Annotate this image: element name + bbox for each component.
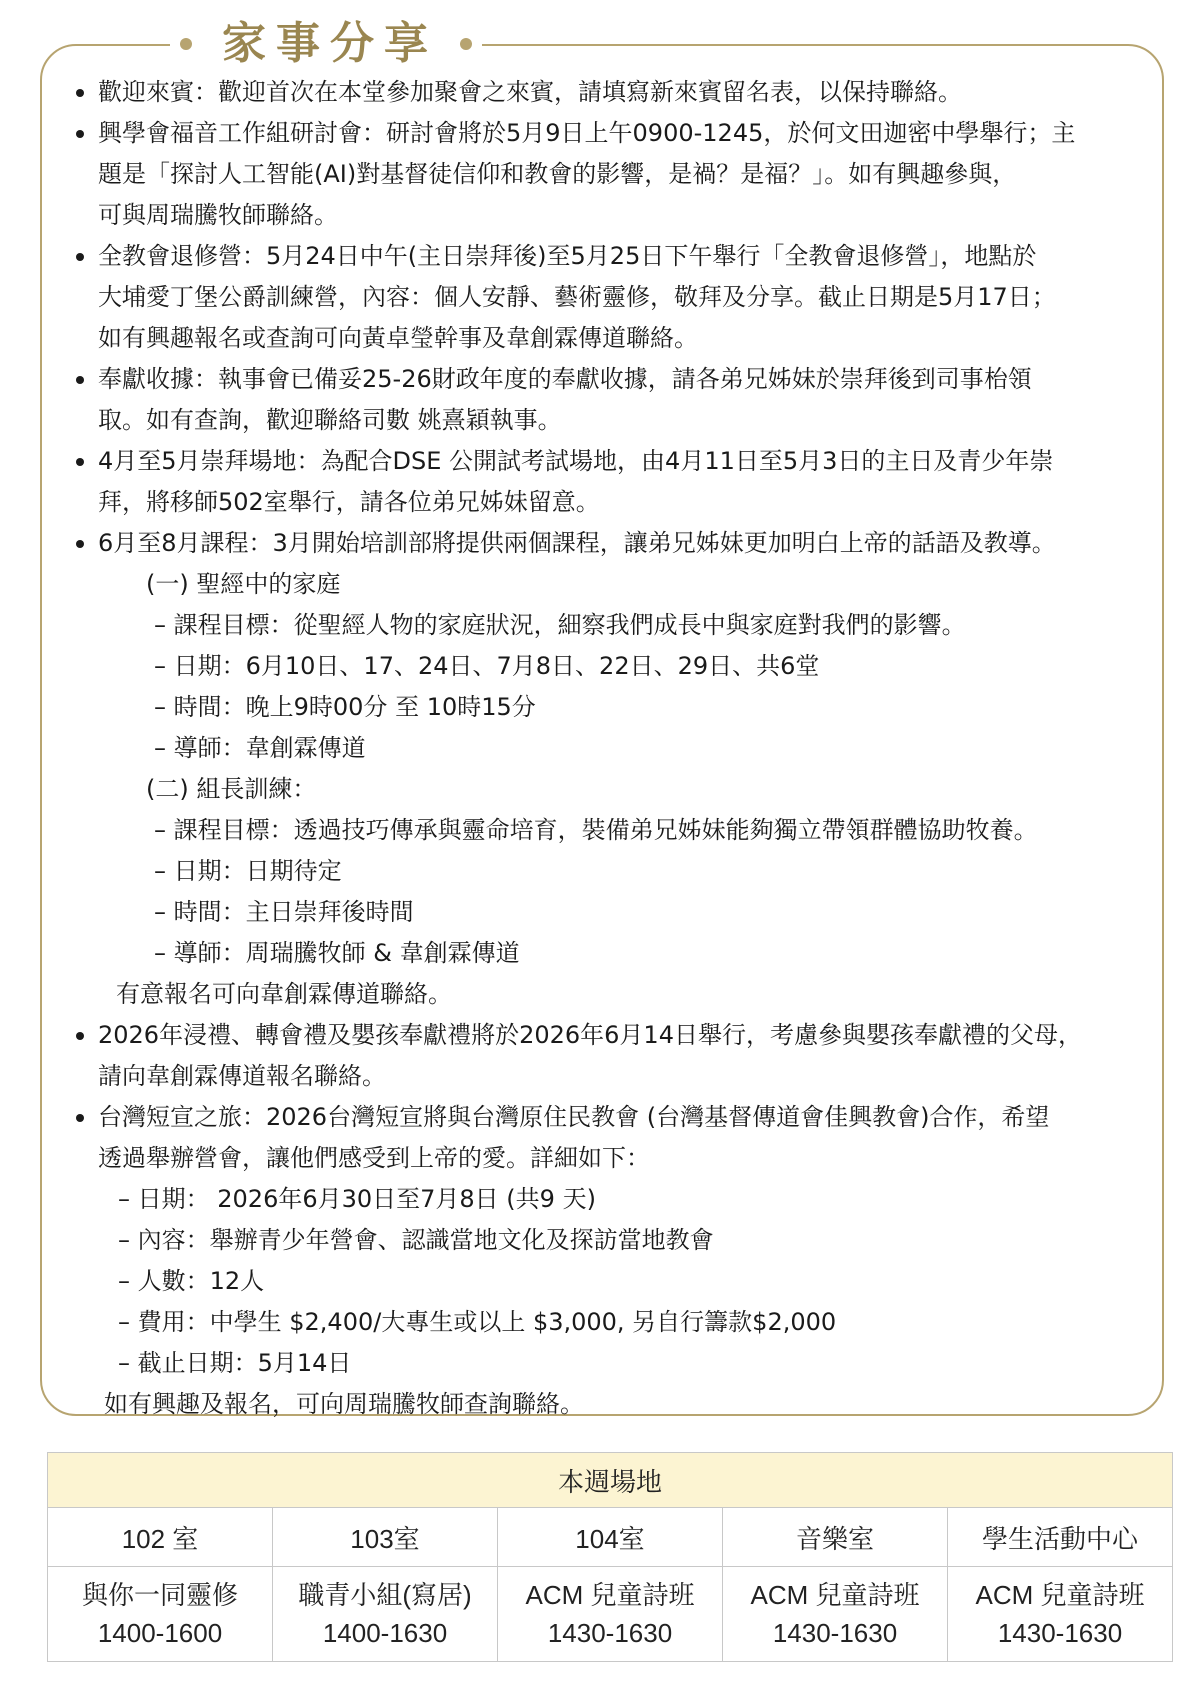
room-cell: 102 室	[48, 1508, 273, 1567]
room-cell: 103室	[273, 1508, 498, 1567]
course-1-title: (一) 聖經中的家庭	[146, 570, 341, 598]
course-2-detail: – 課程目標：透過技巧傳承與靈命培育，裝備弟兄姊妹能夠獨立帶領群體協助牧養。	[154, 816, 1038, 844]
announcement-seminar	[76, 113, 1146, 236]
activity-name: 與你一同靈修	[81, 1580, 238, 1610]
activity-time: 1400-1600	[97, 1618, 223, 1648]
announcement-list	[76, 72, 1146, 1425]
announcement-receipts	[76, 359, 1146, 441]
activity-cell	[498, 1567, 723, 1662]
course-2-detail: – 導師：周瑞騰牧師 & 韋創霖傳道	[154, 939, 520, 967]
text-line: 透過舉辦營會，讓他們感受到上帝的愛。詳細如下：	[98, 1144, 650, 1172]
text-line: 題是「探討人工智能(AI)對基督徒信仰和教會的影響，是禍？是福？」。如有興趣參與，	[98, 160, 1017, 188]
course-2-title: (二) 組長訓練：	[146, 775, 317, 803]
announcement-venue-change	[76, 441, 1146, 523]
section-title: 家事分享	[222, 18, 438, 69]
activity-cell	[723, 1567, 948, 1662]
text-line: 可與周瑞騰牧師聯絡。	[98, 201, 338, 229]
text-line: 如有興趣報名或查詢可向黃卓瑩幹事及韋創霖傳道聯絡。	[98, 324, 698, 352]
text-line: 2026年浸禮、轉會禮及嬰孩奉獻禮將於2026年6月14日舉行，考慮參與嬰孩奉獻禮的父母，	[98, 1021, 1082, 1049]
announcement-baptism	[76, 1015, 1146, 1097]
text-line: 奉獻收據：執事會已備妥25-26財政年度的奉獻收據，請各弟兄姊妹於崇拜後到司事枱領	[98, 365, 1032, 393]
activity-cell	[948, 1567, 1173, 1662]
announcement-taiwan-trip	[76, 1097, 1146, 1179]
room-cell: 學生活動中心	[948, 1508, 1173, 1567]
course-1-detail: – 導師：韋創霖傳道	[154, 734, 366, 762]
activity-cell	[48, 1567, 273, 1662]
activity-name: 職青小組(寫居)	[298, 1580, 472, 1610]
announcement-retreat	[76, 236, 1146, 359]
text-line: 歡迎來賓：歡迎首次在本堂參加聚會之來賓，請填寫新來賓留名表，以保持聯絡。	[98, 78, 962, 106]
activity-time: 1430-1630	[547, 1618, 673, 1648]
text-line: 6月至8月課程：3月開始培訓部將提供兩個課程，讓弟兄姊妹更加明白上帝的話語及教導。	[98, 529, 1056, 557]
venue-activities-row	[48, 1567, 1173, 1662]
activity-name: ACM 兒童詩班	[525, 1580, 695, 1610]
room-cell: 音樂室	[723, 1508, 948, 1567]
taiwan-detail: – 費用：中學生 $2,400/大專生或以上 $3,000, 另自行籌款$2,000	[118, 1308, 837, 1336]
text-line: 請向韋創霖傳道報名聯絡。	[98, 1062, 386, 1090]
taiwan-detail: – 日期： 2026年6月30日至7月8日 (共9 天)	[118, 1185, 596, 1213]
activity-cell	[273, 1567, 498, 1662]
activity-time: 1430-1630	[997, 1618, 1123, 1648]
venue-table-header: 本週場地	[48, 1453, 1173, 1508]
ornament-dot-right	[460, 38, 472, 50]
course-2-detail: – 日期：日期待定	[154, 857, 342, 885]
taiwan-detail: – 人數：12人	[118, 1267, 265, 1295]
text-line: 全教會退修營：5月24日中午(主日崇拜後)至5月25日下午舉行「全教會退修營」，地點於	[98, 242, 1037, 270]
taiwan-detail: – 截止日期：5月14日	[118, 1349, 352, 1377]
courses-footer: 有意報名可向韋創霖傳道聯絡。	[116, 980, 452, 1008]
text-line: 台灣短宣之旅：2026台灣短宣將與台灣原住民教會 (台灣基督傳道會佳興教會)合作，希望	[98, 1103, 1050, 1131]
taiwan-footer: 如有興趣及報名，可向周瑞騰牧師查詢聯絡。	[104, 1390, 584, 1418]
room-cell: 104室	[498, 1508, 723, 1567]
course-2-detail: – 時間：主日崇拜後時間	[154, 898, 414, 926]
section-header	[170, 14, 482, 74]
venue-rooms-row	[48, 1508, 1173, 1567]
activity-name: ACM 兒童詩班	[750, 1580, 920, 1610]
venue-table	[47, 1452, 1173, 1662]
taiwan-detail: – 內容：舉辦青少年營會、認識當地文化及探訪當地教會	[118, 1226, 714, 1254]
announcement-welcome	[76, 72, 1146, 113]
text-line: 大埔愛丁堡公爵訓練營，內容：個人安靜、藝術靈修，敬拜及分享。截止日期是5月17日；	[98, 283, 1056, 311]
text-line: 拜，將移師502室舉行，請各位弟兄姊妹留意。	[98, 488, 600, 516]
ornament-dot-left	[180, 38, 192, 50]
course-1-detail: – 課程目標：從聖經人物的家庭狀況，細察我們成長中與家庭對我們的影響。	[154, 611, 966, 639]
announcement-courses	[76, 523, 1146, 564]
course-1-detail: – 日期：6月10日、17、24日、7月8日、22日、29日、共6堂	[154, 652, 820, 680]
text-line: 取。如有查詢，歡迎聯絡司數 姚熹穎執事。	[98, 406, 562, 434]
activity-name: ACM 兒童詩班	[975, 1580, 1145, 1610]
activity-time: 1400-1630	[322, 1618, 448, 1648]
course-1-detail: – 時間：晚上9時00分 至 10時15分	[154, 693, 536, 721]
text-line: 4月至5月崇拜場地：為配合DSE 公開試考試場地，由4月11日至5月3日的主日及青少年崇	[98, 447, 1054, 475]
text-line: 興學會福音工作組研討會：研討會將於5月9日上午0900-1245，於何文田迦密中學舉行；主	[98, 119, 1076, 147]
activity-time: 1430-1630	[772, 1618, 898, 1648]
